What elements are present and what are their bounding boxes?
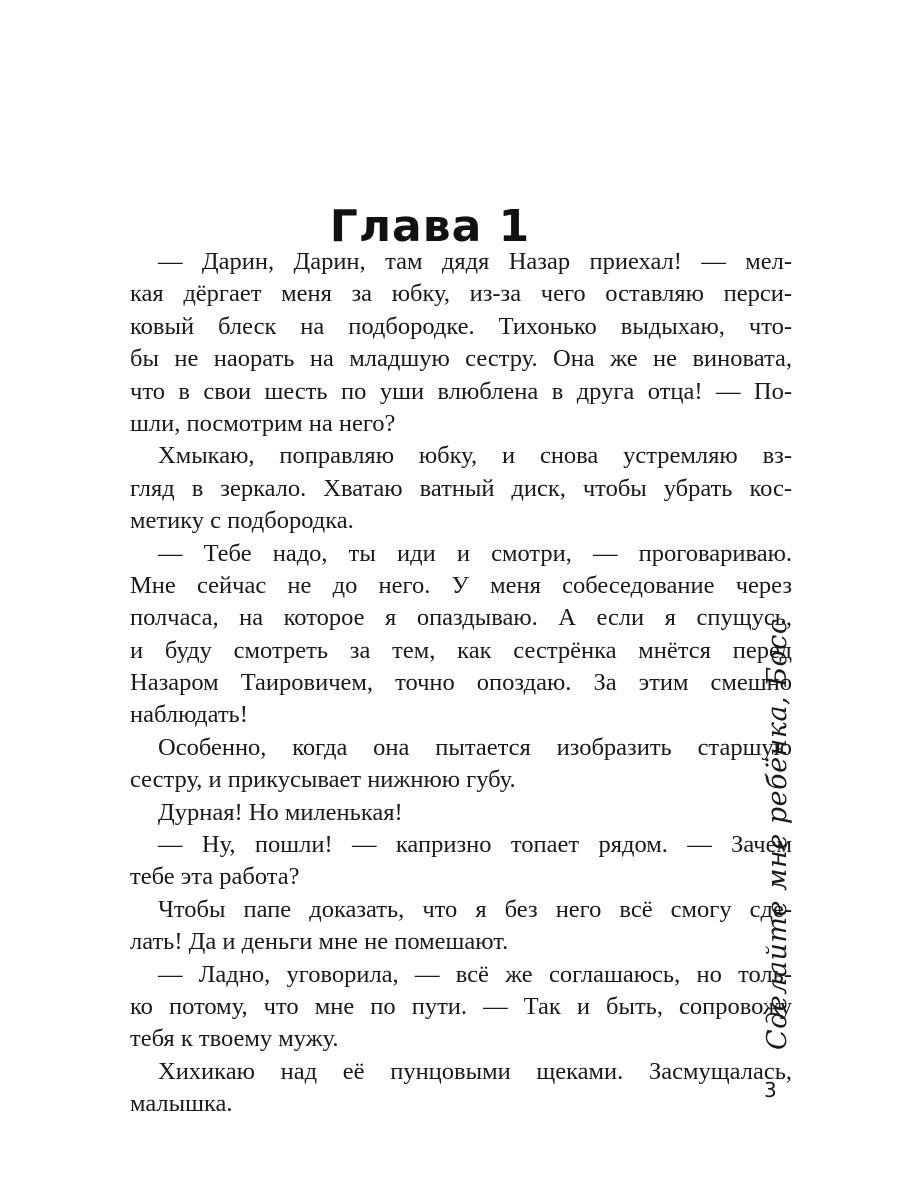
- text-line: — Ладно, уговорила, — всё же соглашаюсь, но толь-: [158, 960, 792, 988]
- text-line: ковый блеск на подбородке. Тихонько выдыхаю, что-: [130, 312, 792, 340]
- text-line: Мне сейчас не до него. У меня собеседование через: [130, 571, 792, 599]
- text-line: бы не наорать на младшую сестру. Она же не виновата,: [130, 345, 792, 373]
- text-line: Назаром Таировичем, точно опоздаю. За этим смешно: [130, 669, 792, 697]
- page-number: 3: [764, 1078, 777, 1102]
- text-line: полчаса, на которое я опаздываю. А если я спущусь,: [130, 604, 792, 632]
- text-line: и буду смотреть за тем, как сестрёнка мнётся перед: [130, 636, 792, 664]
- text-line: Хмыкаю, поправляю юбку, и снова устремляю вз-: [158, 442, 792, 470]
- text-line: Чтобы папе доказать, что я без него всё смогу сде-: [158, 895, 792, 923]
- text-line: — Дарин, Дарин, там дядя Назар приехал! — мел-: [158, 248, 792, 275]
- text-line: кая дёргает меня за юбку, из-за чего оставляю перси-: [130, 280, 792, 308]
- text-line: Особенно, когда она пытается изобразить старшую: [158, 733, 792, 761]
- text-line: гляд в зеркало. Хватаю ватный диск, чтобы убрать кос-: [130, 474, 792, 502]
- text-line: наблюдать!: [130, 701, 248, 729]
- text-line: шли, посмотрим на него?: [130, 409, 396, 437]
- text-line: Хихикаю над её пунцовыми щеками. Засмущалась,: [158, 1057, 792, 1085]
- text-line: ко потому, что мне по пути. — Так и быть, сопровожу: [130, 992, 792, 1020]
- text-line: — Ну, пошли! — капризно топает рядом. — Зачем: [158, 831, 792, 859]
- body-text: [130, 246, 792, 1121]
- text-line: — Тебе надо, ты иди и смотри, — проговариваю.: [158, 539, 792, 567]
- chapter-title: Глава 1: [329, 201, 531, 253]
- text-line: тебе эта работа?: [130, 863, 300, 891]
- text-line: сестру, и прикусывает нижнюю губу.: [130, 766, 516, 794]
- running-title-vertical: Сделайте мне ребёнка, Босс: [762, 618, 793, 1050]
- text-line: Дурная! Но миленькая!: [158, 798, 403, 826]
- text-line: лать! Да и деньги мне не помешают.: [130, 928, 509, 956]
- text-line: метику с подбородка.: [130, 507, 354, 535]
- text-line: тебя к твоему мужу.: [130, 1025, 339, 1053]
- text-line: малышка.: [130, 1090, 233, 1118]
- text-line: что в свои шесть по уши влюблена в друга отца! — По-: [130, 377, 792, 405]
